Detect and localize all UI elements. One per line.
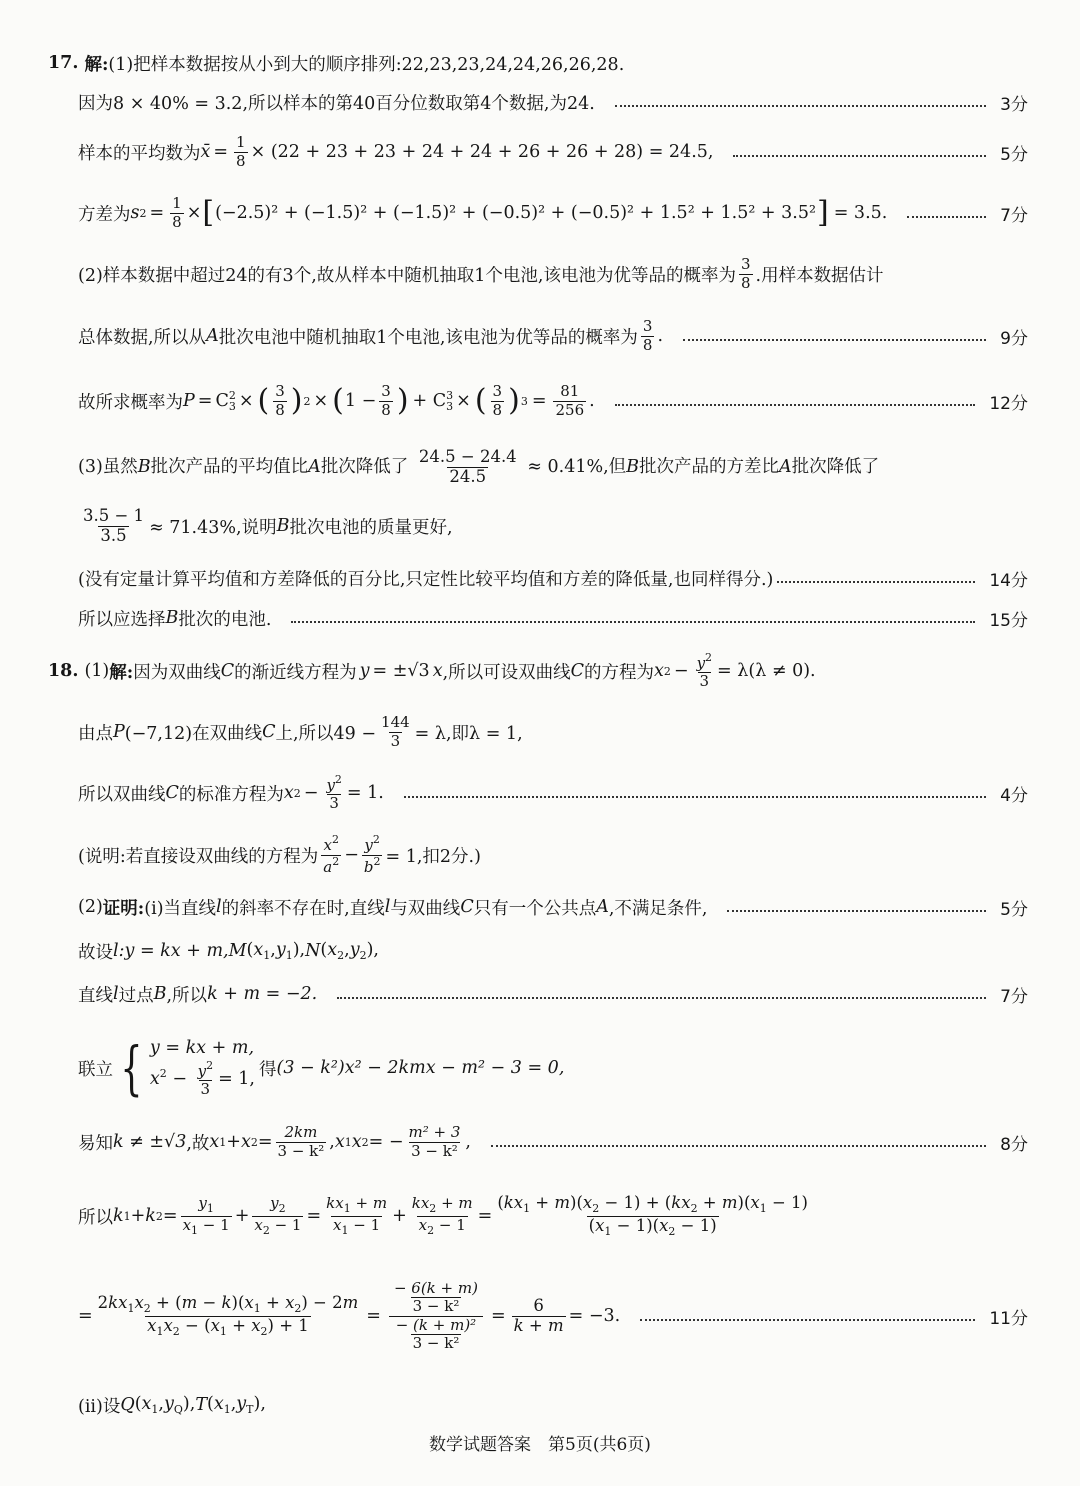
point-text-c: 上,所以49 − (275, 723, 377, 744)
point-b: B (153, 984, 167, 1004)
prob-p: P (183, 391, 195, 411)
q17-probability-line: 故所求概率为 P = C 2 3 × ( 3 8 ) 2 × ( 1 − $\frac{3}{8}$ ) + C 3 3 × ( 3 8 ) 3 = $\frac{81}{256}$ . 12分 (78, 382, 1028, 419)
q18-explain-line: (说明:若直接设双曲线的方程为 $x^2$ $a^2$ − $\frac{y^2}{b^2}$ = 1,扣2分.) (78, 833, 481, 876)
percentile-text: 因为8 × 40% = 3.2,所以样本的第40百分位数取第4个数据,为24. (78, 93, 595, 114)
batch-a: A (308, 456, 321, 477)
one-minus: 1 − (344, 391, 377, 411)
q18-standard-line: 所以双曲线 C 的标准方程为 x 2 − $\frac{y^2}{3}$ = 1. 4分 (78, 772, 1028, 812)
q18-point-line (0, 712, 1080, 752)
line-equation: :y = kx + m, (118, 941, 229, 961)
pass-b: 过点 (118, 985, 154, 1006)
score-leader (777, 581, 975, 583)
point-text-b: (−7,12)在双曲线 (124, 723, 263, 744)
q18-proof-line (0, 887, 1080, 927)
variance-s: s (130, 203, 140, 223)
quadratic: (3 − k²)x² − 2kmx − m² − 3 = 0, (276, 1058, 565, 1078)
explain-a: (说明:若直接设双曲线的方程为 (78, 846, 319, 867)
asym-text-a: 因为双曲线 (133, 662, 221, 683)
score-3: 3分 (1000, 94, 1028, 115)
proof-label: 证明: (102, 898, 145, 919)
fraction-mean-drop: $\frac{24.5 - 24.4}{24.5}$ (418, 446, 517, 486)
proof-a: (2) (78, 897, 103, 917)
line-l: l (216, 897, 222, 917)
batch-b: B (276, 516, 290, 536)
pass-c: ,所以 (166, 985, 208, 1006)
part3-text-8: 批次电池的质量更好, (289, 517, 453, 538)
score-leader (291, 621, 975, 623)
std-text-b: 的标准方程为 (178, 784, 284, 805)
batch-a: A (206, 326, 219, 346)
point-m: M (228, 941, 247, 961)
line-l: l (384, 897, 391, 917)
score-5-q18: 5分 (1000, 899, 1028, 920)
score-15: 15分 (989, 610, 1028, 631)
variance-terms: (−2.5)² + (−1.5)² + (−1.5)² + (−0.5)² + (−0.5)² + 1.5² + 1.5² + 3.5² (215, 203, 816, 223)
fraction-one-eighth: $\frac{1}{8}$ (236, 133, 246, 170)
curve-c: C (262, 722, 276, 742)
fraction-product-roots: m² + 3 3 − k² (408, 1123, 461, 1160)
q18-result-line: = $\frac{2kx_1x_2 + (m - k)(x_1 + x_2) - 2m}{x_1x_2 - (x_1 + x_2) + 1}$ = $\frac{\frac{- 6(k + m)}{\text{3 − k²}}}{\frac{\text{− (k + m)²}}{\text{3 − k²}}}$ = $\frac{6}{k + m}$ = −3. 11分 (78, 1279, 1028, 1352)
score-leader (404, 796, 986, 798)
curve-c: C (165, 783, 179, 803)
proof-c: (i)当直线 (144, 898, 217, 919)
q17-part1-text: (1)把样本数据按从小到大的顺序排列:22,23,23,24,24,26,26,28. (108, 54, 625, 75)
q18-system-line (0, 1028, 1080, 1108)
part2-text-b2: 批次电池中随机抽取1个电池,该电池为优等品的概率为 (218, 327, 638, 348)
q17-part3-line-1 (0, 447, 1080, 487)
q17-line-mean (0, 132, 1080, 172)
plus-comb-c33: + C (412, 391, 447, 411)
q18-jie: 解: (109, 662, 134, 683)
score-leader (683, 339, 986, 341)
batch-b: B (137, 456, 151, 477)
fraction-three-eighths: 3 8 (740, 255, 751, 292)
point-a: A (596, 897, 609, 917)
sum-a: 所以 (78, 1207, 113, 1228)
q18-set-line: 故设 l :y = kx + m, M $(x_1,y_1)$, N $(x_2,y_2)$, (78, 940, 379, 963)
q18-part2-line: (ii)设 Q $(x_1,y_Q)$, T $(x_1,y_T)$, (78, 1394, 266, 1417)
pass-d: k + m = −2. (207, 984, 318, 1004)
compound-fraction: $\frac{\frac{- 6(k + m)}{\text{3 − k²}}}{\frac{\text{− (k + m)²}}{\text{3 − k²}}}$ (387, 1280, 485, 1352)
conclusion-a: 所以应选择 (78, 609, 166, 630)
batch-a: A (779, 456, 792, 477)
xbar-symbol: x̄ (200, 142, 211, 162)
mean-sum: × (22 + 23 + 23 + 24 + 24 + 26 + 26 + 28) = 24.5, (250, 142, 714, 162)
score-4: 4分 (1000, 785, 1028, 806)
equation-system: { y = kx + m, $x^2$ − $\frac{y^2}{3}$ = 1, (120, 1034, 255, 1102)
vieta-c: ,故 (186, 1133, 210, 1154)
fraction-y2-over-b2: $\frac{y^2}{b^2}$ (363, 833, 381, 876)
equals-sign: = (197, 391, 213, 411)
variance-prefix: 方差为 (78, 204, 131, 225)
period: . (657, 326, 664, 346)
fraction-variance-drop: $\frac{3.5 - 1}{3.5}$ (83, 505, 145, 545)
q17-note-line (0, 558, 1080, 598)
asym-text-d: ,所以可设双曲线 (442, 662, 571, 683)
fraction-144-over-3: $\frac{144}{3}$ (381, 713, 410, 750)
period: . (589, 391, 595, 411)
asym-text-e: 的方程为 (584, 662, 655, 683)
curve-c: C (220, 661, 235, 681)
q17-part2-line-2 (0, 316, 1080, 356)
fraction-y2-over-3: $\frac{y^2}{3}$ (326, 772, 342, 812)
score-8: 8分 (1000, 1134, 1028, 1155)
conclusion-b: 批次的电池. (178, 609, 272, 630)
page-footer: 数学试题答案 第5页(共6页) (429, 1435, 651, 1455)
score-leader (640, 1319, 975, 1321)
fraction-three-eighths: 3 8 (642, 317, 653, 354)
score-leader (491, 1145, 986, 1147)
times: × (313, 391, 329, 411)
part3-text-6: 批次降低了 (791, 456, 880, 477)
times: × (238, 391, 254, 411)
line-l: l (113, 984, 119, 1004)
q18-part1: (1) (84, 661, 110, 681)
pass-a: 直线 (78, 985, 113, 1006)
curve-c: C (570, 661, 585, 681)
proof-e: 与双曲线 (390, 898, 461, 919)
part3-text-4: ≈ 0.41%,但 (527, 456, 627, 477)
part2-text-b: 总体数据,所以从 (78, 327, 207, 348)
std-text-c: = 1. (346, 783, 384, 803)
q18-pass-line (0, 974, 1080, 1014)
point-t: T (195, 1395, 207, 1415)
q17-number: 17. (48, 53, 79, 73)
score-5: 5分 (1000, 144, 1028, 165)
std-text-a: 所以双曲线 (78, 784, 166, 805)
proof-d: 的斜率不存在时,直线 (221, 898, 385, 919)
point-text-a: 由点 (78, 723, 113, 744)
equals-sign: = (149, 203, 165, 223)
part3-text-5: 批次产品的方差比 (639, 456, 780, 477)
q18-slope-sum-line: 所以 k 1 + k 2 = $y_1$ $x_1 - 1$ + $y_2$ $x_2 - 1$ = $kx_1 + m$ $x_1 - 1$ + $kx_2 + m$ $x_2 - 1$ = $(kx_1 + m)(x_2 - 1) + (kx_2 + m)(x_1 - 1)$ $(x_1 - 1)(x_2 - 1)$ (78, 1192, 808, 1238)
vieta-a: 易知 (78, 1133, 113, 1154)
lambda-eq: = λ(λ ≠ 0). (717, 661, 816, 681)
score-9: 9分 (1000, 328, 1028, 349)
explain-b: = 1,扣2分.) (385, 846, 481, 867)
q17-part2-line-1 (0, 254, 1080, 294)
point-n: N (305, 941, 321, 961)
asym-slope: = ±√3 (372, 661, 430, 681)
point-text-d: = λ,即λ = 1, (414, 723, 523, 744)
lianli: 联立 (78, 1059, 113, 1080)
part3-text-1: (3)虽然 (78, 456, 138, 477)
q17-line-1 (0, 43, 1080, 83)
score-7-q18: 7分 (1000, 986, 1028, 1007)
q17-line-2 (0, 82, 1080, 122)
part2-label: (ii)设 (78, 1396, 121, 1417)
part3-text-3: 批次降低了 (320, 456, 409, 477)
fraction-three-eighths: 3 8 (275, 382, 285, 419)
fraction-three-eighths: 3 8 (492, 382, 503, 419)
score-leader (727, 910, 986, 912)
score-leader (907, 216, 986, 218)
get-a: 得 (259, 1059, 277, 1080)
score-7: 7分 (1000, 205, 1028, 226)
system-row-1: y = kx + m, (149, 1037, 255, 1058)
fraction-x2-over-a2: $x^2$ $a^2$ (323, 833, 340, 876)
line-l: l (113, 941, 119, 961)
score-leader (337, 997, 986, 999)
system-row-2-end: = 1, (218, 1068, 255, 1089)
probability-prefix: 故所求概率为 (78, 392, 183, 413)
proof-f: 只有一个公共点 (473, 898, 597, 919)
result-value: = −3. (568, 1306, 621, 1326)
fraction-sum-roots: 2km 3 − k² (277, 1123, 325, 1160)
point-q: Q (120, 1395, 135, 1415)
part3-text-2: 批次产品的平均值比 (150, 456, 309, 477)
batch-b: B (626, 456, 640, 477)
variance-result: = 3.5. (833, 203, 888, 223)
part2-text-a-end: .用样本数据估计 (755, 265, 884, 286)
q17-jie: 解: (84, 54, 109, 75)
q18-line-1: 18. (1) 解: 因为双曲线 C 的渐近线方程为 y = ±√3 x ,所以可设双曲线 C 的方程为 x 2 − $\frac{y^2}{3}$ = λ(λ ≠ 0). (48, 650, 816, 690)
score-14: 14分 (989, 570, 1028, 591)
proof-g: ,不满足条件, (608, 898, 708, 919)
part2-text-a: (2)样本数据中超过24的有3个,故从样本中随机抽取1个电池,该电池为优等品的概率为 (78, 265, 736, 286)
comb-c32: C (215, 391, 229, 411)
score-leader (733, 155, 986, 157)
part3-text-7: ≈ 71.43%,说明 (149, 517, 277, 538)
set-a: 故设 (78, 942, 113, 963)
grading-note: (没有定量计算平均值和方差降低的百分比,只定性比较平均值和方差的降低量,也同样得分.) (78, 569, 774, 590)
mean-prefix: 样本的平均数为 (78, 143, 201, 164)
q18-number: 18. (48, 661, 79, 681)
score-leader (615, 105, 986, 107)
q17-conclusion-line (0, 598, 1080, 638)
q18-vieta-line: 易知 k ≠ ±√3 ,故 x 1 + x 2 = 2km 3 − k² , x 1 x 2 = − m² + 3 3 − k² , 8分 (78, 1123, 1028, 1160)
score-12: 12分 (989, 393, 1028, 414)
q17-part3-line-2 (0, 506, 1080, 546)
batch-b: B (165, 608, 179, 628)
curve-c: C (460, 897, 474, 917)
equals-sign: = (213, 142, 229, 162)
vieta-b: k ≠ ±√3 (113, 1132, 187, 1152)
fraction-three-eighths: $\frac{3}{8}$ (381, 382, 391, 419)
fraction-y2-over-3: $\frac{y^2}{3}$ (696, 650, 713, 690)
score-leader (615, 404, 976, 406)
equals-sign: = (531, 391, 547, 411)
fraction-one-eighth: $\frac{1}{8}$ (172, 194, 182, 231)
point-p: P (113, 722, 125, 742)
fraction-81-256: $\frac{81}{256}$ (555, 382, 585, 419)
asym-text-b: 的渐近线方程为 (234, 662, 357, 683)
score-11: 11分 (989, 1308, 1028, 1329)
q17-line-variance: 方差为 s 2 = $\frac{1}{8}$ × [ (−2.5)² + (−1.5)² + (−1.5)² + (−0.5)² + (−0.5)² + 1.5² + 1.5² + 3.5² ] = 3.5. 7分 (78, 194, 1028, 231)
